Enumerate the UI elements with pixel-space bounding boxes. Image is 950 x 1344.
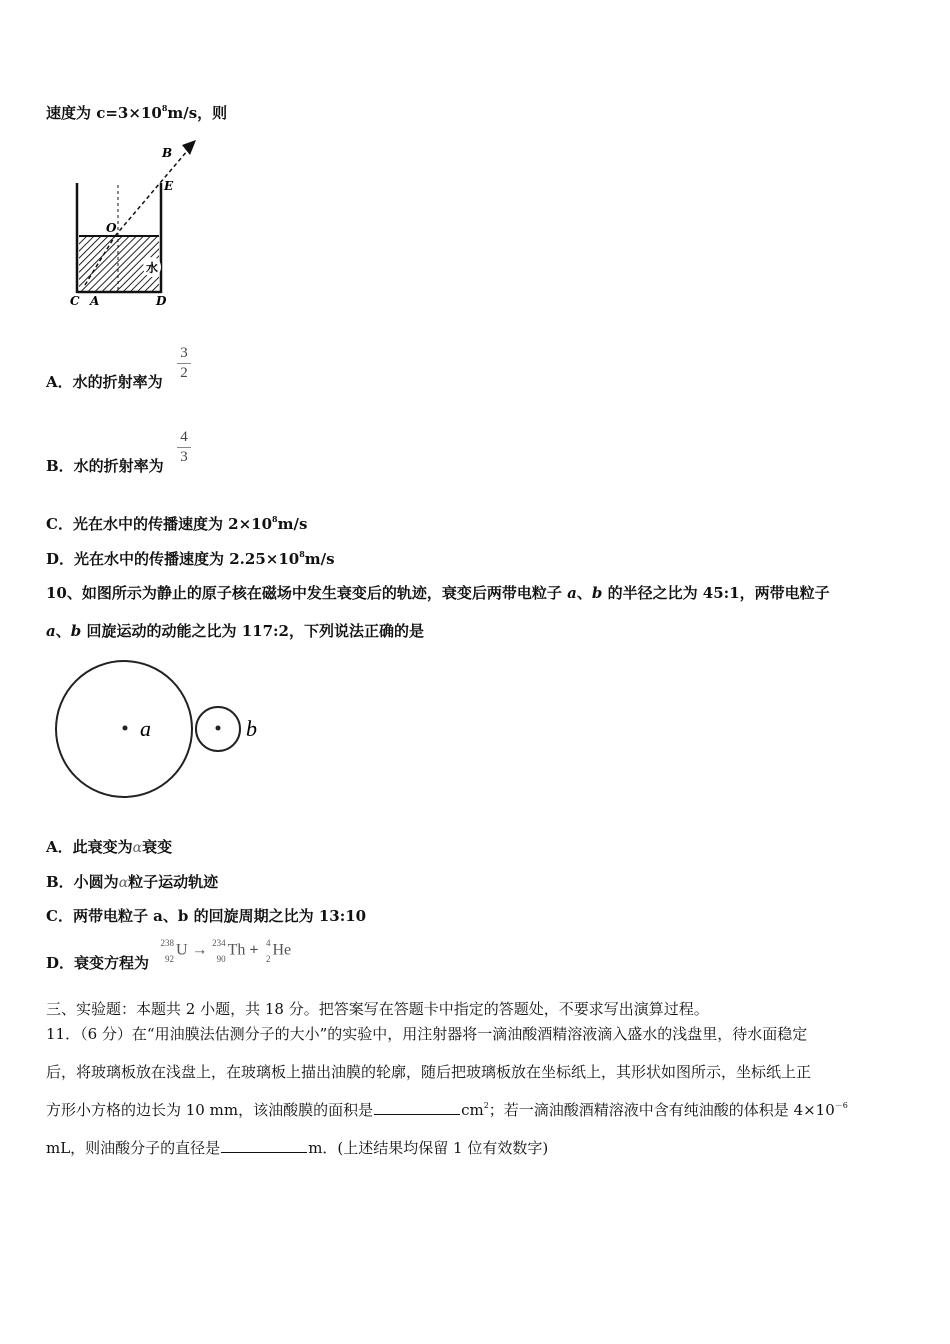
- q11-cm-exp: 2: [483, 1101, 489, 1110]
- label-e: E: [164, 179, 174, 193]
- question-10-line1: [46, 582, 830, 603]
- option-9d-suffix: m/s: [304, 550, 335, 568]
- u-symbol: U: [176, 941, 188, 959]
- he-symbol: He: [272, 941, 292, 959]
- fraction-9b: [177, 429, 191, 466]
- he-isotope: [262, 938, 272, 964]
- label-c: C: [70, 294, 80, 308]
- decay-equation: [160, 938, 291, 964]
- q10-b: b: [591, 584, 603, 602]
- option-9b-text: B．水的折射率为: [46, 457, 164, 475]
- option-10c-text: C．两带电粒子 a、b 的回旋周期之比为 13:10: [46, 907, 367, 925]
- q10-line2-a: a: [46, 622, 56, 640]
- label-water: 水: [146, 261, 159, 275]
- q10-line1-b: 的半径之比为 45:1，两带电粒子: [602, 584, 830, 602]
- fraction-9b-num: 4: [180, 429, 188, 445]
- plus-sign: +: [249, 941, 259, 959]
- u-z: 92: [165, 954, 174, 964]
- q11-volume-exp: －6: [834, 1101, 848, 1110]
- option-9d-exp: 8: [299, 549, 305, 559]
- q10-line2-b: b: [70, 622, 82, 640]
- q10-line2-sep: 、: [55, 622, 71, 640]
- u-isotope: [160, 938, 176, 964]
- option-9d-prefix: D．光在水中的传播速度为 2.25×10: [46, 550, 300, 568]
- decay-tracks-figure: [52, 660, 282, 800]
- th-symbol: Th: [227, 941, 246, 959]
- option-10b-prefix: B．小圆为: [46, 873, 119, 891]
- he-z: 2: [265, 954, 271, 964]
- u-mass: 238: [160, 938, 174, 948]
- fraction-9a-den: 2: [180, 365, 188, 381]
- q10-sep: 、: [576, 584, 592, 602]
- question-11-line2: 后，将玻璃板放在浅盘上，在玻璃板上描出油膜的轮廓，随后把玻璃板放在坐标纸上，其形状如图所示，坐标纸上正: [46, 1063, 812, 1081]
- option-10d: [46, 952, 149, 973]
- label-a: A: [90, 294, 100, 308]
- circle-label-b: b: [246, 716, 257, 741]
- fraction-9a: [177, 345, 191, 382]
- option-9c-prefix: C．光在水中的传播速度为 2×10: [46, 515, 273, 533]
- q11-line3-a: 方形小方格的边长为 10 mm，该油酸膜的面积是: [46, 1101, 374, 1119]
- q10-line2-text: 回旋运动的动能之比为 117:2，下列说法正确的是: [81, 622, 424, 640]
- refraction-figure: [60, 135, 210, 315]
- option-10c: [46, 905, 366, 926]
- arrow-icon: →: [191, 941, 208, 959]
- th-mass: 234: [212, 938, 226, 948]
- he-mass: 4: [265, 938, 271, 948]
- intro-prefix: 速度为 c=3×10: [46, 104, 162, 122]
- q10-line1-a: 10、如图所示为静止的原子核在磁场中发生衰变后的轨迹，衰变后两带电粒子: [46, 584, 568, 602]
- fraction-9a-num: 3: [180, 345, 188, 361]
- q11-line4-b: m．(上述结果均保留 1 位有效数字): [308, 1139, 549, 1157]
- label-o: O: [106, 221, 117, 235]
- intro-line: [46, 102, 227, 123]
- question-10-line2: [46, 620, 424, 641]
- intro-suffix: m/s，则: [167, 104, 228, 122]
- ray-arrow-icon: [182, 140, 196, 155]
- label-d: D: [156, 294, 167, 308]
- option-10b-alpha: α: [118, 875, 129, 891]
- q11-line3-c: ；若一滴油酸酒精溶液中含有纯油酸的体积是 4×10: [488, 1101, 835, 1119]
- center-b-dot: [216, 726, 221, 731]
- q11-unit-cm: cm: [461, 1101, 484, 1119]
- intro-exponent: 8: [161, 103, 168, 113]
- option-9c-exp: 8: [272, 514, 278, 524]
- th-isotope: [212, 938, 228, 964]
- question-11-line1: 11．（6 分）在“用油膜法估测分子的大小”的实验中，用注射器将一滴油酸酒精溶液滴入盛水的浅盘里，待水面稳定: [46, 1025, 808, 1043]
- fraction-9b-den: 3: [180, 449, 188, 465]
- q11-line4-a: mL，则油酸分子的直径是: [46, 1139, 221, 1157]
- option-9b: [46, 455, 164, 476]
- option-9c-suffix: m/s: [277, 515, 308, 533]
- option-10a-alpha: α: [132, 840, 143, 856]
- answer-blank-diameter[interactable]: [221, 1140, 307, 1153]
- option-10b-suffix: 粒子运动轨迹: [128, 873, 219, 891]
- question-11-line3: [46, 1099, 848, 1120]
- option-10a-suffix: 衰变: [142, 838, 173, 856]
- refracted-ray: [115, 150, 188, 236]
- option-9d: [46, 548, 335, 569]
- question-11-line4: [46, 1137, 548, 1158]
- label-b: B: [162, 146, 173, 160]
- option-10b: [46, 871, 218, 892]
- q10-a: a: [567, 584, 577, 602]
- option-9a: [46, 371, 163, 392]
- th-z: 90: [216, 954, 226, 964]
- center-a-dot: [123, 726, 128, 731]
- section-3-heading: 三、实验题：本题共 2 小题，共 18 分。把答案写在答题卡中指定的答题处，不要求写出演算过程。: [46, 1000, 709, 1018]
- circle-label-a: a: [140, 716, 151, 741]
- option-9a-text: A．水的折射率为: [46, 373, 163, 391]
- option-9c: [46, 513, 307, 534]
- answer-blank-area[interactable]: [374, 1102, 460, 1115]
- option-10d-text: D．衰变方程为: [46, 954, 150, 972]
- option-10a-prefix: A．此衰变为: [46, 838, 133, 856]
- option-10a: [46, 836, 172, 857]
